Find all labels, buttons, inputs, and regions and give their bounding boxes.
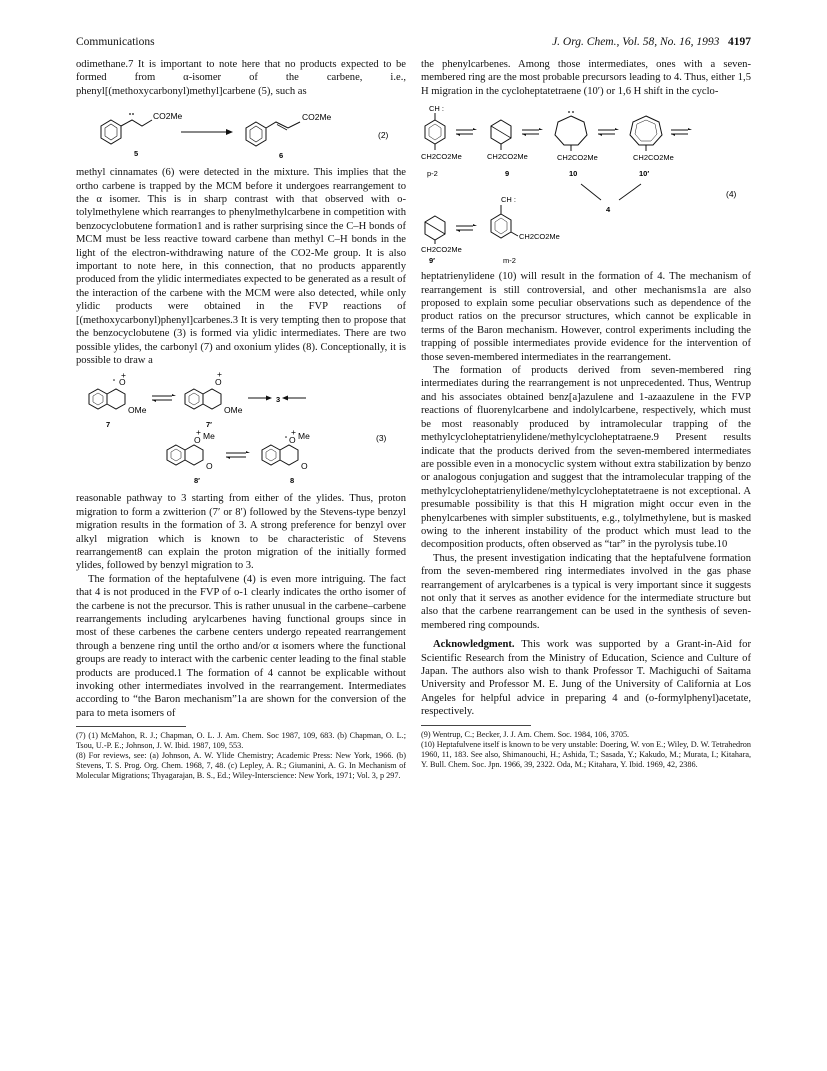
- eq3-label-7: 7: [106, 420, 111, 430]
- eq3-ome-7: OMe: [128, 405, 147, 416]
- footnote-rule-left: [76, 726, 186, 727]
- eq4-number: (4): [726, 189, 737, 200]
- eq3-o-8p: O: [206, 461, 213, 472]
- scheme-equation-2: [76, 102, 406, 160]
- eq4-sub-10p: CH2CO2Me: [633, 153, 674, 163]
- eq3-me-8p: Me: [203, 431, 215, 442]
- svg-text:O: O: [119, 377, 126, 388]
- eq4-label-10p: 10′: [639, 169, 650, 179]
- page-number: 4197: [728, 36, 751, 48]
- eq4-ch-p2: CH :: [429, 104, 444, 114]
- eq3-label-7p: 7′: [206, 420, 212, 430]
- svg-text:+: +: [121, 371, 126, 381]
- left-paragraph-3: reasonable pathway to 3 starting from either of the ylides. Thus, proton migration to form a zwitterion (7′ or 8′) followed by the Stevens-type benzyl migration results in the formation of 3. A strong preference for benzyl over alkyl migration which is known to be characteristic of Stevens rearrangement8 can explain the proton migration of the initially formed ylides, followed by benzyl migration to 3.: [76, 493, 406, 572]
- eq3-label-8: 8: [290, 476, 295, 486]
- eq2-number: (2): [378, 130, 389, 141]
- running-header-section: Communications: [76, 36, 155, 48]
- eq3-o-8: O: [301, 461, 308, 472]
- right-column: [421, 58, 751, 770]
- footnote-7: (7) (1) McMahon, R. J.; Chapman, O. L. J. Am. Chem. Soc 1987, 109, 683. (b) Chapman, O. L.; Tsou, U.-P. E.; Johnson, J. W. Ibid. 1987, 109, 553.: [76, 731, 406, 751]
- eq2-label-6: 6: [279, 151, 284, 161]
- journal-volume: Vol. 58,: [622, 36, 658, 48]
- eq3-ome-7p: OMe: [224, 405, 243, 416]
- acknowledgment-body: This work was supported by a Grant-in-Aid for Scientific Research from the Ministry of Education, Science and Culture of Japan. The authors also wish to thank Professor T. Machiguchi of Saitama University and Professor M. E. Jung of the University of California at Los Angeles for helpful advice in preparing 4 and (o-formylphenyl)acetate, respectively.: [421, 639, 751, 718]
- right-paragraph-2: heptatrienylidene (10) will result in the formation of 4. The mechanism of rearrangement is still controversial, and other mechanisms1a are also proposed to explain some peculiar observations such as dependence of the product ratios on the precursor structures, which cannot be explicable in terms of the Baron mechanism. However, control experiments including the trapping of possible intermediates provide evidence for the intervention of those seven-membered intermediates in the rearrangement.: [421, 271, 751, 363]
- svg-text:O: O: [215, 377, 222, 388]
- svg-text:O: O: [289, 435, 296, 446]
- scheme-equation-3: [76, 371, 406, 486]
- svg-text:+: +: [196, 427, 201, 438]
- left-paragraph-2: methyl cinnamates (6) were detected in the mixture. This implies that the ortho carbene is trapped by the MCM before it undergoes rearrangement to the α isomer. This is in sharp contrast with that observed with o-tolylmethylene which rearranges to phenylmethylcarbene in competition with benzocyclobutene formation1 and is rather surprising since the C–H bonds of MCM must be less reactive toward carbene than methyl C–H bonds in the light of the electron-withdrawing nature of the CO2-Me group. It is also important to note here, in this connection, that no products apparently produced from the ylidic intermediates expected to be generated as a result of the interaction of the carbene with the MCM were also detected, while only ylidic products were obtained in the FVP reactions of [(methoxycarbonyl)phenyl]carbenes.3 It is very tempting then to propose that the benzocyclobutene (3) is formed via ylidic intermediates. There are two possible ylides, the carbonyl (7) and oxonium ylides (8). Conceptionally, it is possible to draw a: [76, 167, 406, 366]
- eq2-sub-6: CO2Me: [302, 112, 332, 123]
- eq4-sub-10: CH2CO2Me: [557, 153, 598, 163]
- eq3-target-3: 3: [276, 395, 281, 405]
- eq4-label-10: 10: [569, 169, 578, 179]
- right-paragraph-4: Thus, the present investigation indicating that the heptafulvene formation from the seven-membered ring intermediates involved in the gas phase rearrangement of arylcarbenes is a typical is very important since it suggests not only that it serves as another evidence for the intermediate structure but also that the carbene rearrangement can be used in the synthesis of seven-membered ring compounds.: [421, 552, 751, 631]
- eq3-me-8: Me: [298, 431, 310, 442]
- eq4-sub-9p: CH2CO2Me: [421, 245, 462, 255]
- journal-name: J. Org. Chem.,: [552, 36, 620, 48]
- scheme-equation-4: [421, 102, 751, 264]
- eq4-sub-p2: CH2CO2Me: [421, 152, 462, 162]
- left-paragraph-4: The formation of the heptafulvene (4) is even more intriguing. The fact that 4 is not produced in the FVP of o-1 clearly indicates the ortho isomer of the carbene is not the precursor. This is rather unusual in the carbene–carbene rearrangements including arylcarbenes having functional groups since in most of these carbenes the carbene centers undergo repeated rearrangement through a benzene ring until the ortho and/or α isomers where the functional groups are ready to interact with the carbenic center leading to the final stable products are produced.1 The formation of 4 cannot be explicable without invoking other intermediates involved in the rearrangement. Intermediates according to “the Baron mechanism”1a are shown for the conversion of the para to meta isomers of: [76, 573, 406, 719]
- eq4-ch-m2: CH :: [501, 195, 516, 205]
- footnote-rule-right: [421, 725, 531, 726]
- eq4-sub-m2: CH2CO2Me: [519, 232, 560, 242]
- eq2-sub-5: CO2Me: [153, 111, 183, 122]
- footnote-10: (10) Heptafulvene itself is known to be very unstable: Doering, W. von E.; Wiley, D. W. Tetrahedron 1960, 11, 183. See also, Shimanouchi, H.; Ashida, T.; Sasada, Y.; Kakudo, M.; Murata, I.; Kitahara, Y. Bull. Chem. Soc. Jpn. 1966, 39, 2322. Oda, M.; Kitahara, Y. Ibid. 1969, 42, 2386.: [421, 739, 751, 769]
- svg-text:O: O: [194, 435, 201, 446]
- eq4-label-p2: p-2: [427, 169, 438, 179]
- footnote-9: (9) Wentrup, C.; Becker, J. J. Am. Chem. Soc. 1984, 106, 3705.: [421, 729, 630, 739]
- acknowledgment-title: Acknowledgment.: [433, 639, 515, 651]
- footnote-8: (8) For reviews, see: (a) Johnson, A. W. Ylide Chemistry; Academic Press: New York, 1966. (b) Stevens, T. S. Prog. Org. Chem. 1968, 7, 48. (c) Lepley, A. R.; Giumanini, A. G. In Mechanism of Molecular Migrations; Thyagarajan, B. S., Ed.; Wiley-Interscience: New York, 1971; Vol. 3, p 297.: [76, 751, 406, 781]
- running-header-journal: [552, 36, 751, 48]
- journal-issue: No. 16, 1993: [659, 36, 720, 48]
- left-column: [76, 58, 406, 781]
- eq2-label-5: 5: [134, 149, 139, 159]
- acknowledgment: [421, 638, 751, 718]
- left-paragraph-1: odimethane.7 It is important to note here that no products expected to be formed from α-isomer of the carbene, i.e., phenyl[(methoxycarbonyl)methyl]carbene (5), such as: [76, 59, 406, 97]
- eq4-label-9: 9: [505, 169, 510, 179]
- eq3-label-8p: 8′: [194, 476, 200, 486]
- svg-text:+: +: [291, 427, 296, 438]
- right-paragraph-3: The formation of products derived from seven-membered ring intermediates during the rearrangement is not unprecedented. Thus, Wentrup and his associates obtained benz[a]azulene and 1-azaazulene in the FVP reactions of fluorenylcarbene and indolylcarbene, respectively, which must be most reasonably produced by intramolecular trapping of the methylcycloheptatrienylidene/methylcycloheptatraene.9 Present results indicate that the products derived from the seven-membered intermediates are possible even in a monocyclic system without extra stabilization by benzo or analogous conjugation and suggest that the intramolecular trapping of the methylcycloheptatrienylidene/methylcycloheptatetraene is not exceptional. A presumable possibility is that this H migration might occur even in the phenylcarbenes with simpler substituents, e.g., tolylmethylene, but is masked owing to the inherent instability of the product which must lead to the decomposition products, often observed as “tar” in the pyrolysis tube.10: [421, 365, 751, 551]
- eq4-label-m2: m-2: [503, 256, 516, 265]
- svg-text:+: +: [217, 371, 222, 380]
- eq4-label-4: 4: [606, 205, 611, 215]
- right-paragraph-1: the phenylcarbenes. Among those intermediates, ones with a seven-membered ring are the most probable precursors leading to 4. Thus, either 1,5 H migration in the cycloheptatetraene (10′) or 1,6 H shift in the cyclo-: [421, 59, 751, 97]
- eq3-number: (3): [376, 433, 387, 444]
- eq4-sub-9: CH2CO2Me: [487, 152, 528, 162]
- eq4-label-9p: 9′: [429, 256, 435, 265]
